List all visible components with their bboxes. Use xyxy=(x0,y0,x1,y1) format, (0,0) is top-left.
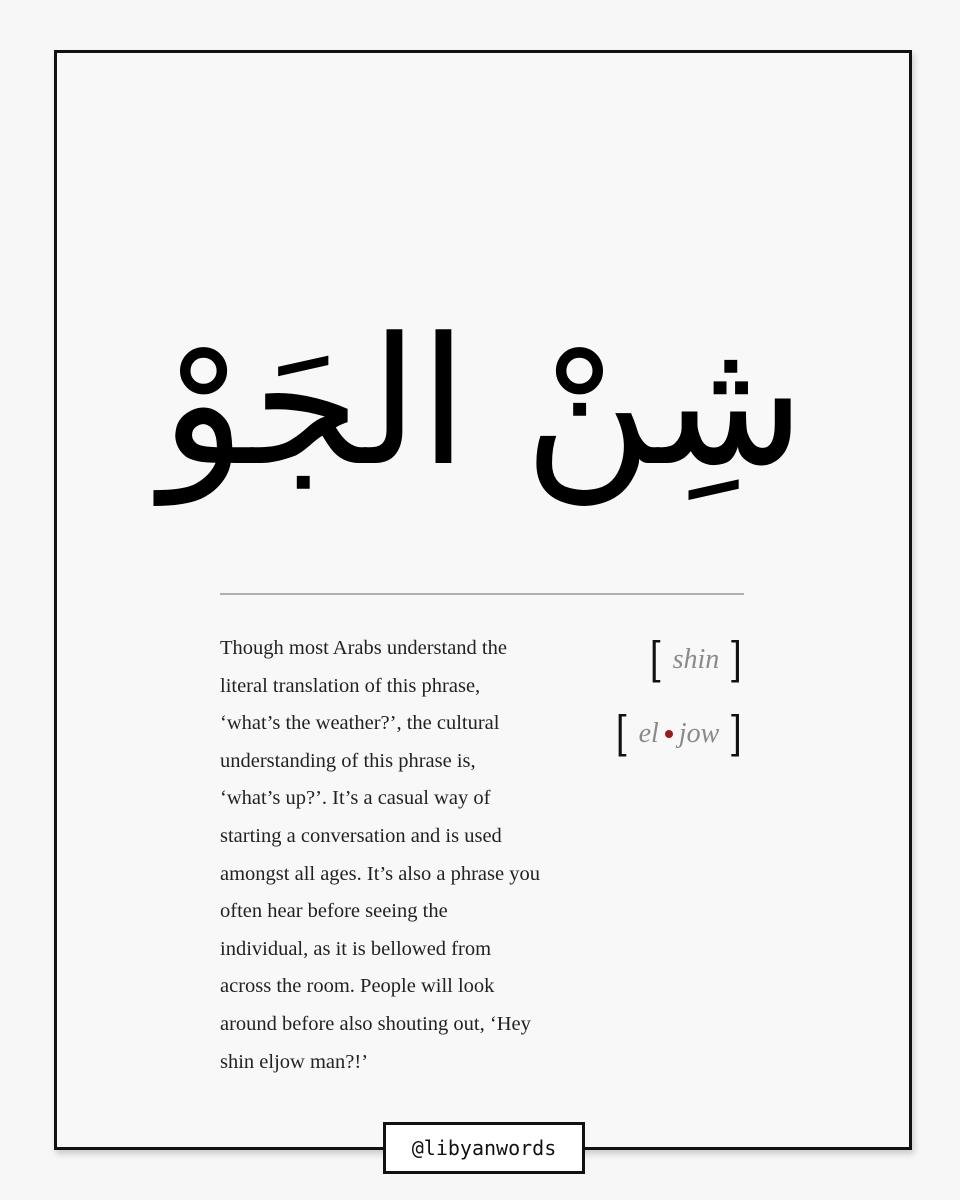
syllable-jow: jow xyxy=(678,718,720,749)
arabic-phrase: شِنْ الجَوْ xyxy=(160,300,806,505)
social-handle-badge: @libyanwords xyxy=(383,1122,585,1174)
pronunciation-line-2 xyxy=(613,706,745,762)
syllable-shin: shin xyxy=(672,644,720,675)
poster-frame xyxy=(54,50,912,1150)
close-bracket-icon: ] xyxy=(729,706,743,762)
phrase-description: Though most Arabs understand the literal translation of this phrase, ‘what’s the weather?’, the cultural understanding of this phrase is, ‘what’s up?’. It’s a casual way of starting a conversation and is used amongst all ages. It’s also a phrase you often hear before seeing the individual, as it is bellowed from across the room. People will look around before also shouting out, ‘Hey shin eljow man?!’ xyxy=(220,637,540,1073)
syllable-separator-dot-icon xyxy=(665,730,673,738)
divider-line xyxy=(220,593,744,595)
open-bracket-icon: [ xyxy=(649,632,663,688)
syllable-el: el xyxy=(638,718,659,749)
open-bracket-icon: [ xyxy=(615,706,629,762)
close-bracket-icon: ] xyxy=(729,632,743,688)
pronunciation-line-1 xyxy=(647,632,745,688)
